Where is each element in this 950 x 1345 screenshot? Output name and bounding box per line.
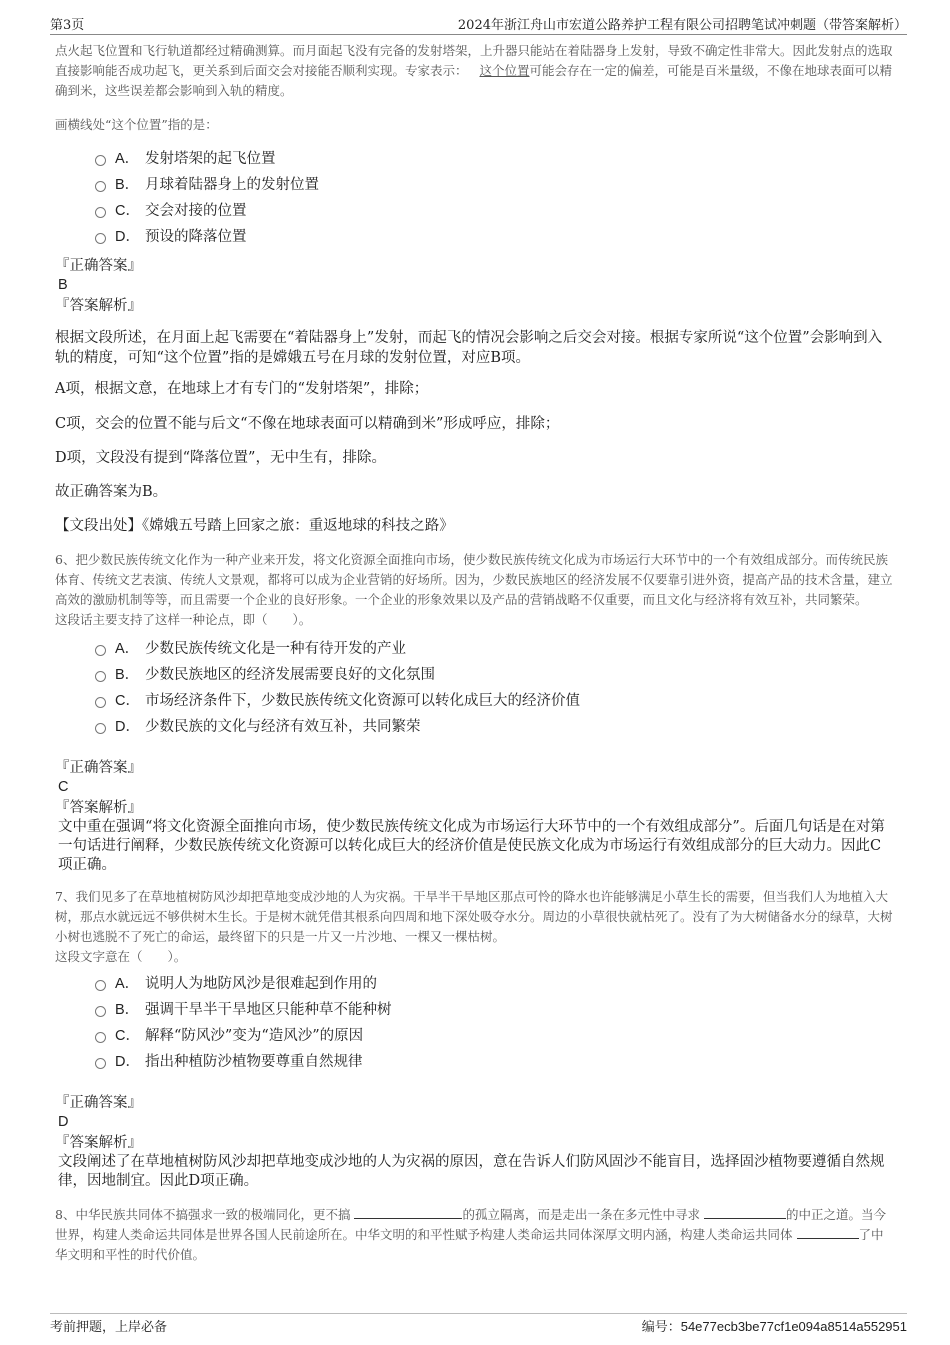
analysis-paragraph: 文中重在强调“将文化资源全面推向市场，使少数民族传统文化成为市场运行大环节中的一个有效组成部分”。后面几句话是在对第一句话进行阐释，少数民族传统文化资源可以转化成巨大的经济价值是使民族文化成为市场运行有效组成部分的巨大动力。因此C项正确。	[58, 819, 885, 873]
option-item[interactable]: B． 月球着陆器身上的发射位置	[95, 170, 895, 196]
q5-options	[55, 144, 895, 248]
radio-icon[interactable]	[95, 1006, 106, 1017]
answer-label: 『正确答案』	[55, 760, 142, 776]
radio-icon[interactable]	[95, 155, 106, 166]
answer-label: 『正确答案』	[55, 258, 142, 274]
answer-value: D	[58, 1114, 69, 1130]
radio-icon[interactable]	[95, 645, 106, 656]
radio-icon[interactable]	[95, 980, 106, 991]
radio-icon[interactable]	[95, 671, 106, 682]
underlined-phrase: 这个位置	[479, 63, 530, 78]
answer-value: C	[58, 779, 69, 795]
analysis-label: 『答案解析』	[55, 1135, 142, 1151]
option-item[interactable]: B． 少数民族地区的经济发展需要良好的文化氛围	[95, 660, 895, 686]
answer-value: B	[58, 277, 68, 293]
footer-slogan: 考前押题，上岸必备	[50, 1320, 168, 1335]
q5-stem: 画横线处“这个位置”指的是：	[55, 117, 218, 132]
radio-icon[interactable]	[95, 1032, 106, 1043]
fill-blank[interactable]	[797, 1238, 859, 1239]
answer-label: 『正确答案』	[55, 1095, 142, 1111]
source-citation: 【文段出处】《嫦娥五号踏上回家之旅：重返地球的科技之路》	[55, 518, 454, 534]
q7-passage: 7、我们见多了在草地植树防风沙却把草地变成沙地的人为灾祸。干旱半干旱地区那点可怜的降水也许能够满足小草生长的需要，但当我们人为地植入大树，那点水就远远不够供树木生长。于是树木就凭借其根系向四周和地下深处吸夺水分。周边的小草很快就枯死了。没有了为大树储备水分的绿草，大树小树也逃脱不了死亡的命运，最终留下的只是一片又一片沙地、一棵又一棵枯树。	[55, 889, 893, 944]
option-item[interactable]: D． 指出种植防沙植物要尊重自然规律	[95, 1047, 895, 1073]
analysis-label: 『答案解析』	[55, 800, 142, 816]
analysis-paragraph: 文段阐述了在草地植树防风沙却把草地变成沙地的人为灾祸的原因，意在告诉人们防风固沙不能盲目，选择固沙植物要遵循自然规律，因地制宜。因此D项正确。	[58, 1154, 885, 1189]
option-item[interactable]: A． 说明人为地防风沙是很难起到作用的	[95, 969, 895, 995]
document-id: 编号：54e77ecb3be77cf1e094a8514a552951	[641, 1319, 907, 1335]
fill-blank[interactable]	[354, 1218, 462, 1219]
analysis-paragraph: 故正确答案为B。	[55, 484, 168, 500]
option-item[interactable]: A． 发射塔架的起飞位置	[95, 144, 895, 170]
analysis-paragraph: A项，根据文意，在地球上才有专门的“发射塔架”，排除；	[55, 381, 429, 397]
option-item[interactable]: D． 少数民族的文化与经济有效互补，共同繁荣	[95, 712, 895, 738]
page-number: 第3页	[50, 18, 85, 33]
option-item[interactable]: A． 少数民族传统文化是一种有待开发的产业	[95, 634, 895, 660]
radio-icon[interactable]	[95, 697, 106, 708]
analysis-paragraph: 根据文段所述，在月面上起飞需要在“着陆器身上”发射，而起飞的情况会影响之后交会对接。根据专家所说“这个位置”会影响到入轨的精度，可知“这个位置”指的是嫦娥五号在月球的发射位置，对应B项。	[55, 330, 883, 366]
document-title: 2024年浙江舟山市宏道公路养护工程有限公司招聘笔试冲刺题（带答案解析）	[457, 18, 907, 33]
document-body	[55, 37, 895, 1265]
radio-icon[interactable]	[95, 1058, 106, 1069]
option-item[interactable]: B． 强调干旱半干旱地区只能种草不能种树	[95, 995, 895, 1021]
radio-icon[interactable]	[95, 233, 106, 244]
q7-options	[55, 969, 895, 1073]
q6-stem: 这段话主要支持了这样一种论点，即（ ）。	[55, 612, 312, 627]
radio-icon[interactable]	[95, 207, 106, 218]
q5-passage: 点火起飞位置和飞行轨道都经过精确测算。而月面起飞没有完备的发射塔架，上升器只能站在着陆器身上发射，导致不确定性非常大。因此发射点的选取直接影响能否成功起飞，更关系到后面交会对接能否顺利实现。专家表示： 这个位置可能会存在一定的偏差，可能是百米量级，不像在地球表面可以精确到米，这些误差都会影响到入轨的精度。	[55, 43, 893, 98]
analysis-paragraph: C项，交会的位置不能与后文“不像在地球表面可以精确到米”形成呼应，排除；	[55, 416, 560, 432]
q7-stem: 这段文字意在（ ）。	[55, 949, 187, 964]
radio-icon[interactable]	[95, 181, 106, 192]
option-item[interactable]: C． 交会对接的位置	[95, 196, 895, 222]
option-item[interactable]: C． 解释“防风沙”变为“造风沙”的原因	[95, 1021, 895, 1047]
page-footer	[50, 1313, 907, 1338]
q6-options	[55, 634, 895, 738]
fill-blank[interactable]	[704, 1218, 786, 1219]
option-item[interactable]: C． 市场经济条件下，少数民族传统文化资源可以转化成巨大的经济价值	[95, 686, 895, 712]
page-header	[50, 12, 907, 35]
q6-passage: 6、把少数民族传统文化作为一种产业来开发，将文化资源全面推向市场，使少数民族传统文化成为市场运行大环节中的一个有效组成部分。而传统民族体育、传统文艺表演、传统人文景观，都将可以成为企业营销的好场所。因为，少数民族地区的经济发展不仅要靠引进外资，提高产品的技术含量，建立高效的激励机制等等，而且需要一个企业的良好形象。一个企业的形象效果以及产品的营销战略不仅重要，而且文化与经济将有效互补，共同繁荣。	[55, 552, 893, 607]
radio-icon[interactable]	[95, 723, 106, 734]
analysis-paragraph: D项，文段没有提到“降落位置”，无中生有，排除。	[55, 450, 386, 466]
q8-passage: 8、中华民族共同体不搞强求一致的极端同化，更不搞 的孤立隔离，而是走出一条在多元性中寻求 的中正之道。当今世界，构建人类命运共同体是世界各国人民前途所在。中华文明的和平性赋予构建人类命运共同体深厚文明内涵，构建人类命运共同体 了中华文明和平性的时代价值。	[55, 1207, 886, 1262]
analysis-label: 『答案解析』	[55, 298, 142, 314]
option-item[interactable]: D． 预设的降落位置	[95, 222, 895, 248]
